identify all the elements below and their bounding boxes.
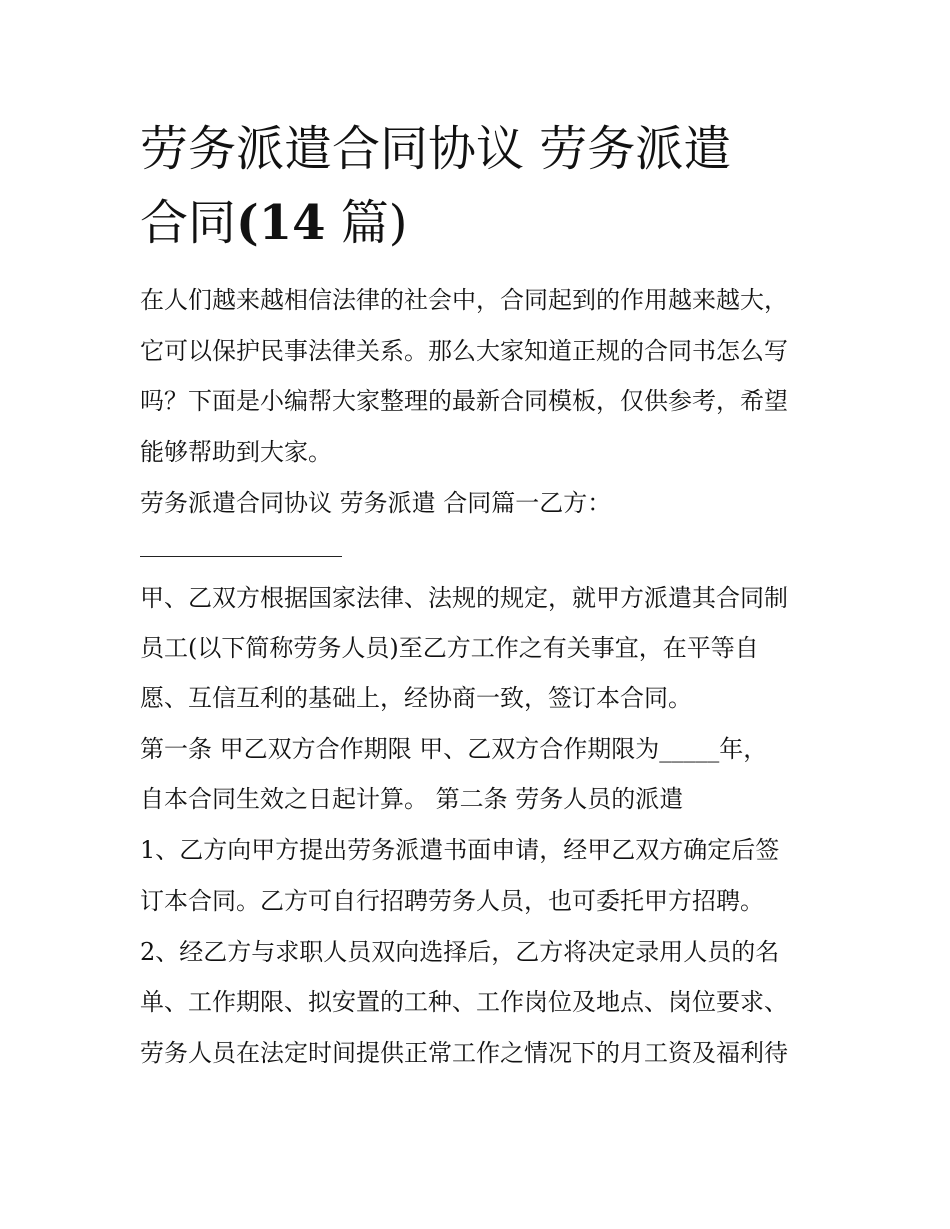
signature-blank-line: [140, 556, 342, 557]
clause-1-line-1: 1、乙方向甲方提出劳务派遣书面申请，经甲乙双方确定后签: [140, 836, 780, 864]
intro-line-3: 吗？下面是小编帮大家整理的最新合同模板，仅供参考，希望: [140, 387, 788, 415]
title-line-1: 劳务派遣合同协议 劳务派遣: [140, 121, 732, 177]
article-one-line-2: 自本合同生效之日起计算。 第二条 劳务人员的派遣: [140, 785, 684, 813]
title-line-2-count: (14: [236, 195, 326, 251]
section-heading-line: 劳务派遣合同协议 劳务派遣 合同篇一乙方：: [140, 489, 612, 517]
clause-1-line-2: 订本合同。乙方可自行招聘劳务人员，也可委托甲方招聘。: [140, 887, 764, 915]
clause-2-line-1: 2、经乙方与求职人员双向选择后，乙方将决定录用人员的名: [140, 938, 780, 966]
body-line-3: 愿、互信互利的基础上，经协商一致，签订本合同。: [140, 684, 692, 712]
clause-2-line-2: 单、工作期限、拟安置的工种、工作岗位及地点、岗位要求、: [140, 988, 788, 1016]
intro-line-4: 能够帮助到大家。: [140, 438, 332, 466]
body-line-1: 甲、乙双方根据国家法律、法规的规定，就甲方派遣其合同制: [140, 584, 788, 612]
intro-line-2: 它可以保护民事法律关系。那么大家知道正规的合同书怎么写: [140, 337, 788, 365]
body-line-2: 员工(以下简称劳务人员)至乙方工作之有关事宜，在平等自: [140, 634, 759, 662]
clause-2-line-3: 劳务人员在法定时间提供正常工作之情况下的月工资及福利待: [140, 1039, 788, 1067]
article-one-line-1: 第一条 甲乙双方合作期限 甲、乙双方合作期限为_____年，: [140, 735, 768, 763]
title-line-2-suffix: 篇): [325, 195, 408, 251]
document-title: [140, 112, 820, 260]
intro-line-1: 在人们越来越相信法律的社会中，合同起到的作用越来越大，: [140, 286, 788, 314]
title-line-2-prefix: 合同: [140, 195, 237, 251]
